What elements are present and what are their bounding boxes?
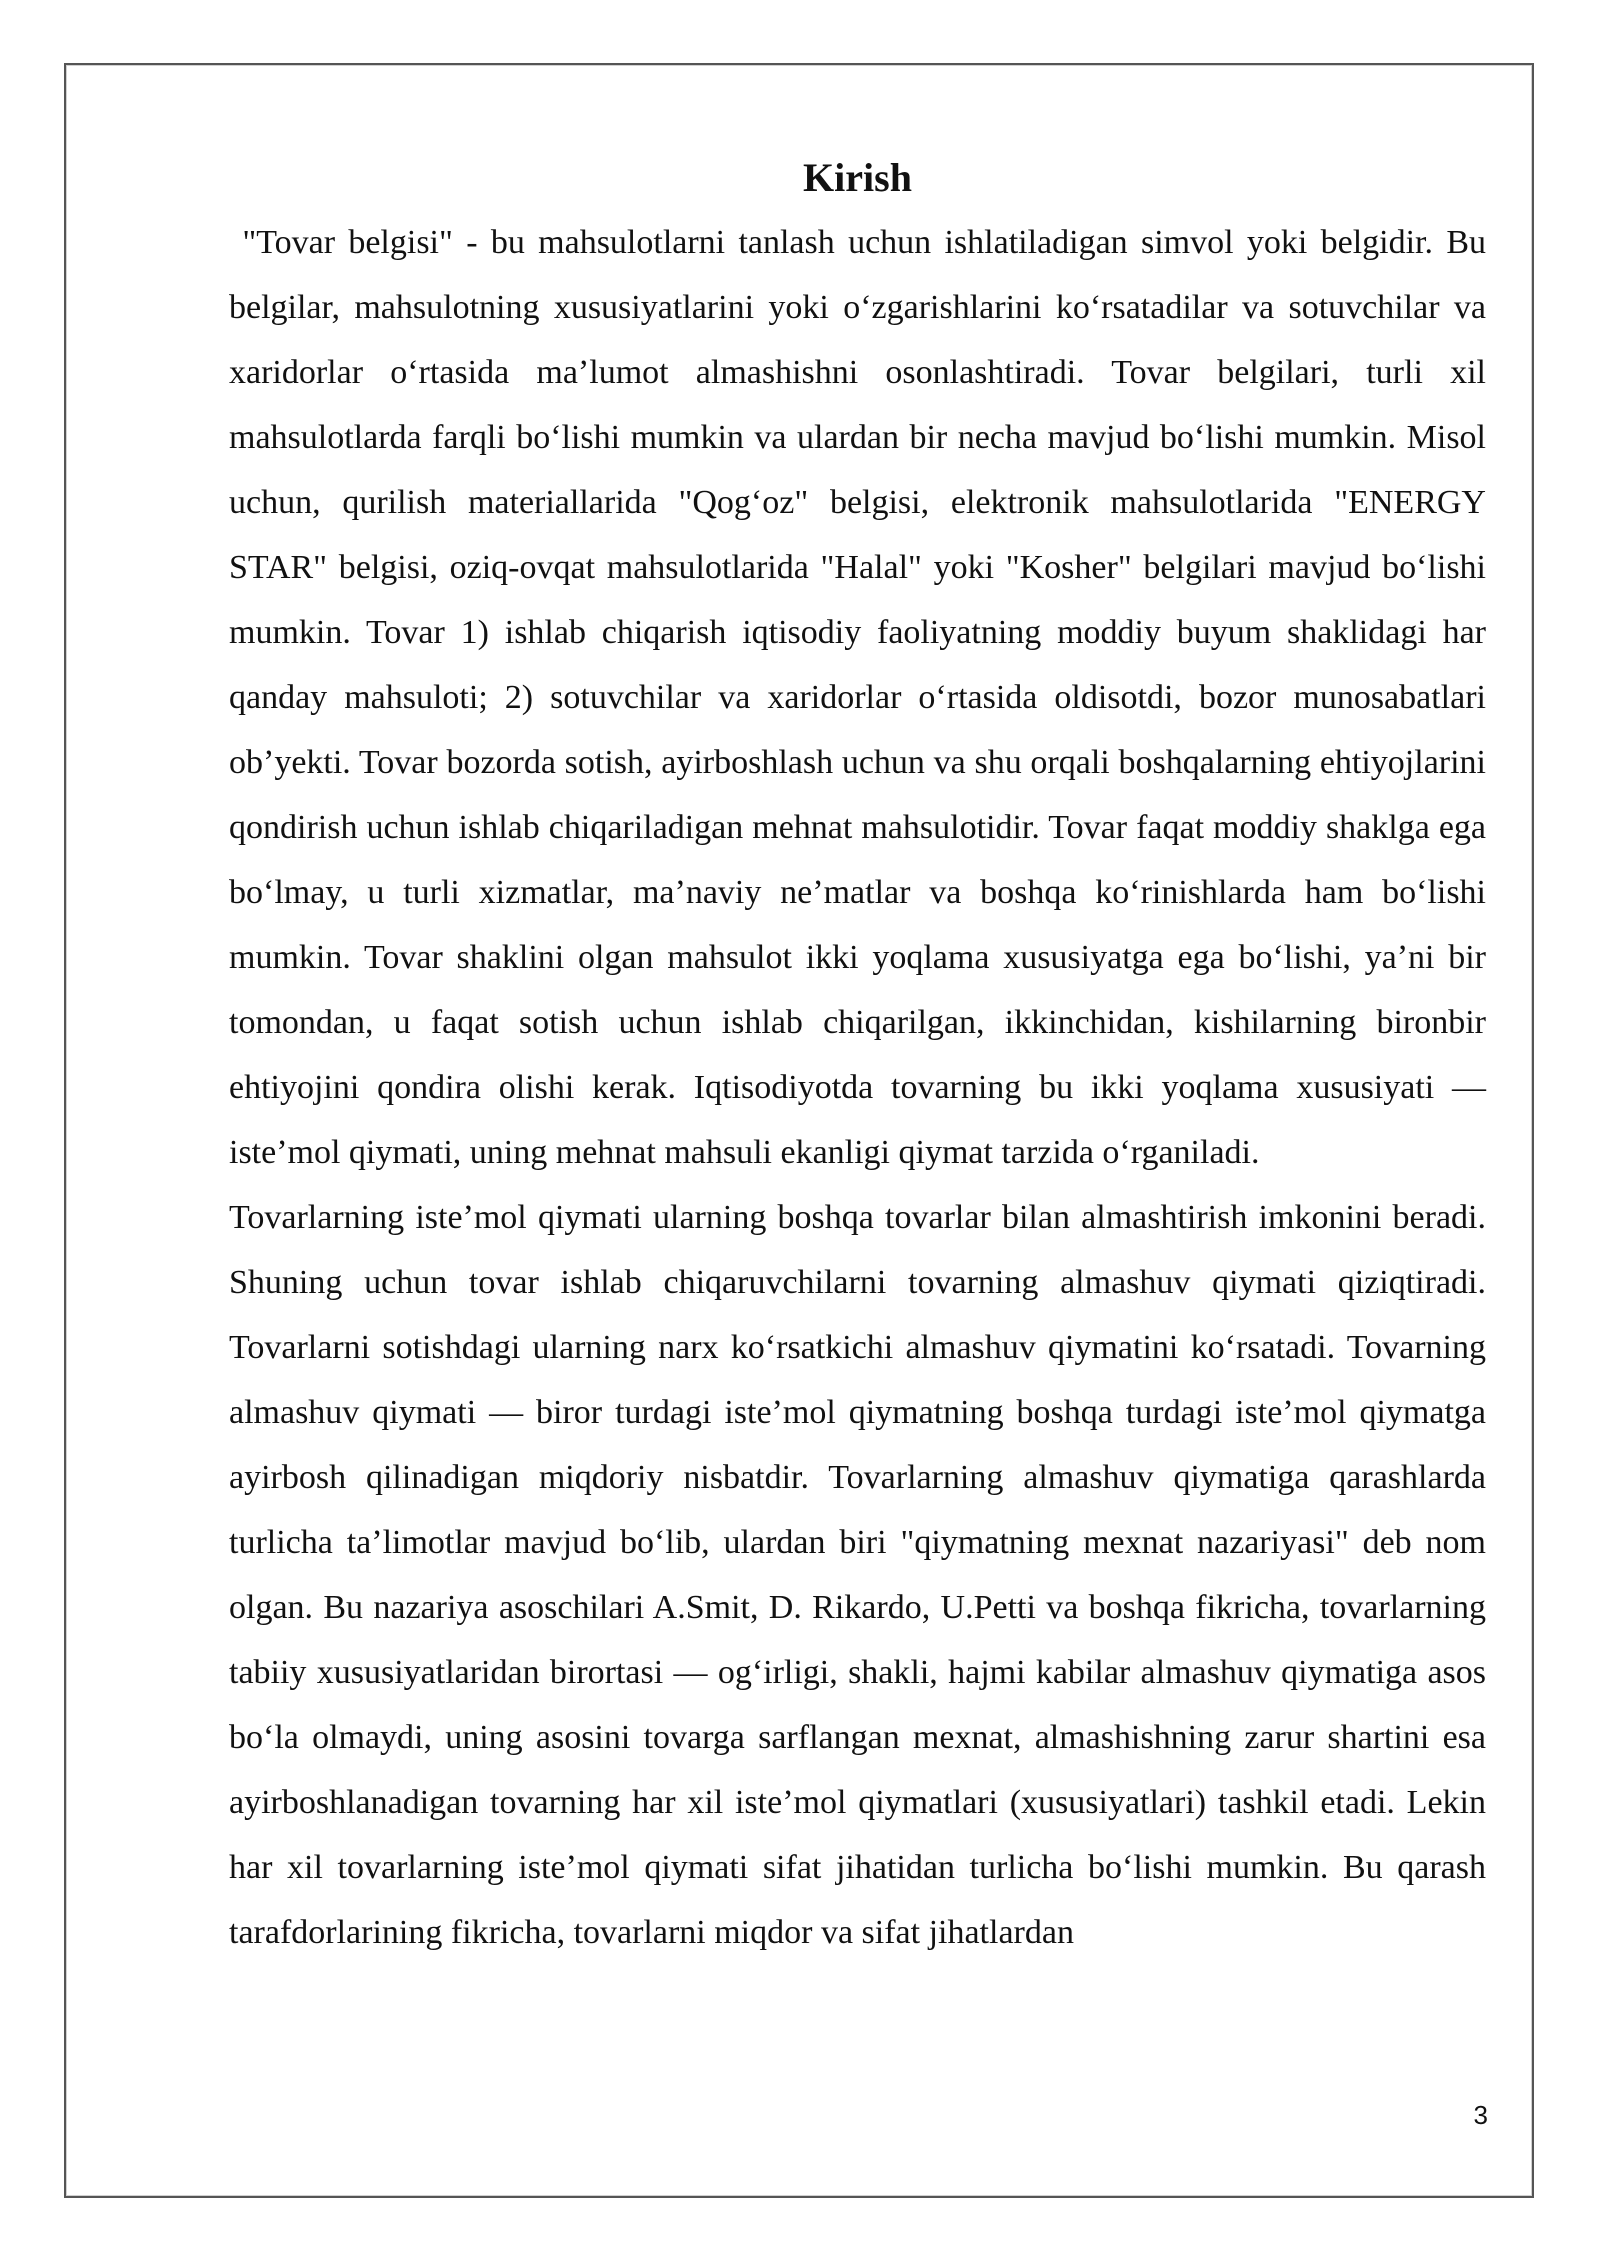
page-number: 3 <box>1473 2100 1488 2130</box>
page-title: Kirish <box>803 155 912 200</box>
paragraph-2: Tovarlarning isteʼmol qiymati ularning boshqa tovarlar bilan almashtirish imkonini beradi. Shuning uchun tovar ishlab chiqaruvchilarni tovarning almashuv qiymati qiziqtiradi. Tovarlarni sotishdagi ularning narx koʻrsatkichi almashuv qiymatini koʻrsatadi. Tovarning almashuv qiymati — biror turdagi isteʼmol qiymatning boshqa turdagi isteʼmol qiymatga ayirbosh qilinadigan miqdoriy nisbatdir. Tovarlarning almashuv qiymatiga qarashlarda turlicha taʼlimotlar mavjud boʻlib, ulardan biri "qiymatning mexnat nazariyasi" deb nom olgan. Bu nazariya asoschilari A.Smit, D. Rikardo, U.Petti va boshqa fikricha, tovarlarning tabiiy xususiyatlaridan birortasi — ogʻirligi, shakli, hajmi kabilar almashuv qiymatiga asos boʻla olmaydi, uning asosini tovarga sarflangan mexnat, almashishning zarur shartini esa ayirboshlanadigan tovarning har xil isteʼmol qiymatlari (xususiyatlari) tashkil etadi. Lekin har xil tovarlarning isteʼmol qiymati sifat jihatidan turlicha boʻlishi mumkin. Bu qarash tarafdorlarining fikricha, tovarlarni miqdor va sifat jihatlardan <box>229 1199 1486 1951</box>
paragraph-1: "Tovar belgisi" - bu mahsulotlarni tanlash uchun ishlatiladigan simvol yoki belgidir. Bu belgilar, mahsulotning xususiyatlarini yoki oʻzgarishlarini koʻrsatadilar va sotuvchilar va xaridorlar oʻrtasida maʼlumot almashishni osonlashtiradi. Tovar belgilari, turli xil mahsulotlarda farqli boʻlishi mumkin va ulardan bir necha mavjud boʻlishi mumkin. Misol uchun, qurilish materiallarida "Qogʻoz" belgisi, elektronik mahsulotlarida "ENERGY STAR" belgisi, oziq-ovqat mahsulotlarida "Halal" yoki "Kosher" belgilari mavjud boʻlishi mumkin. Tovar 1) ishlab chiqarish iqtisodiy faoliyatning moddiy buyum shaklidagi har qanday mahsuloti; 2) sotuvchilar va xaridorlar oʻrtasida oldisotdi, bozor munosabatlari obʼyekti. Tovar bozorda sotish, ayirboshlash uchun va shu orqali boshqalarning ehtiyojlarini qondirish uchun ishlab chiqariladigan mehnat mahsulotidir. Tovar faqat moddiy shaklga ega boʻlmay, u turli xizmatlar, maʼnaviy neʼmatlar va boshqa koʻrinishlarda ham boʻlishi mumkin. Tovar shaklini olgan mahsulot ikki yoqlama xususiyatga ega boʻlishi, yaʼni bir tomondan, u faqat sotish uchun ishlab chiqarilgan, ikkinchidan, kishilarning bironbir ehtiyojini qondira olishi kerak. Iqtisodiyotda tovarning bu ikki yoqlama xususiyati — isteʼmol qiymati, uning mehnat mahsuli ekanligi qiymat tarzida oʻrganiladi. <box>229 224 1495 1171</box>
page-content <box>229 150 1495 1965</box>
